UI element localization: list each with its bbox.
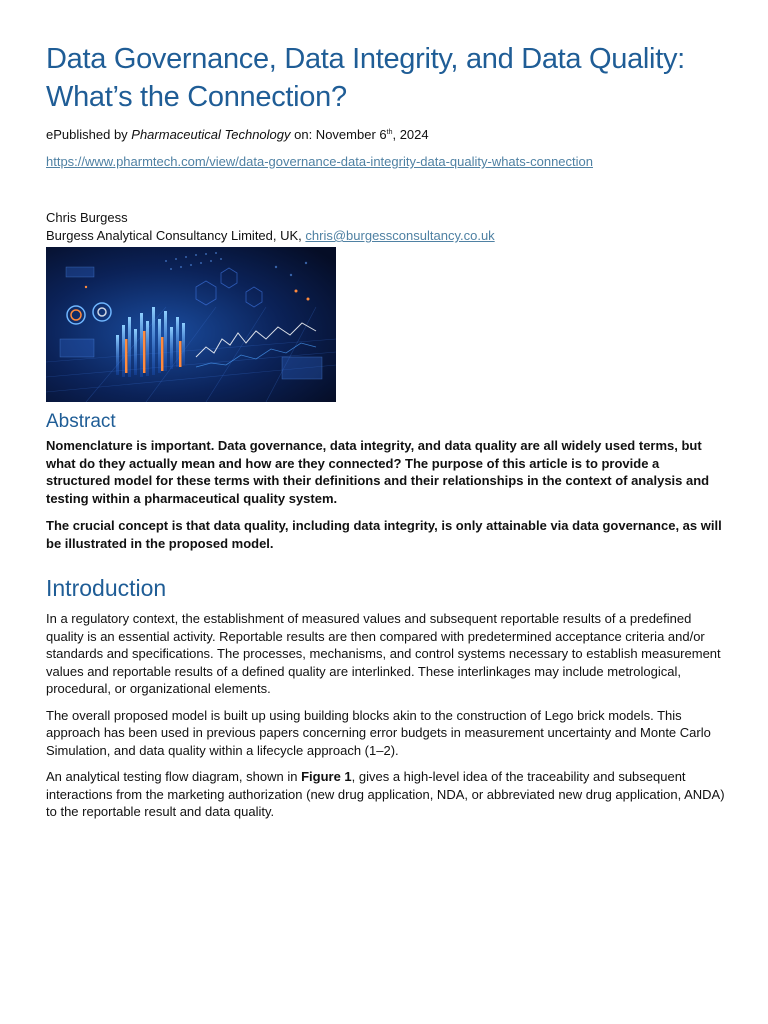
title-line-2: What’s the Connection?: [46, 81, 347, 113]
pub-date: on: November 6: [290, 127, 387, 142]
introduction-paragraph-3: [46, 768, 726, 821]
author-email-link[interactable]: chris@burgessconsultancy.co.uk: [305, 228, 495, 243]
author-block: [46, 209, 726, 245]
author-affiliation-line: [46, 227, 726, 245]
abstract-paragraph-2: The crucial concept is that data quality, including data integrity, is only attainable via data governance, as will be illustrated in the proposed model.: [46, 518, 722, 551]
intro-p3-before: An analytical testing flow diagram, shown in: [46, 769, 302, 784]
article-url-link[interactable]: https://www.pharmtech.com/view/data-governance-data-integrity-data-quality-whats-connection: [46, 154, 593, 169]
article-page: [46, 40, 726, 821]
data-dashboard-image: [46, 247, 336, 402]
figure-1-reference: Figure 1: [301, 769, 352, 784]
abstract-heading: Abstract: [46, 411, 116, 432]
author-name: Chris Burgess: [46, 210, 128, 225]
publisher-name: Pharmaceutical Technology: [131, 127, 291, 142]
abstract-paragraph-1: Nomenclature is important. Data governance, data integrity, and data quality are all widely used terms, but what do they actually mean and how are they connected? The purpose of this article is to provide a structured model for these terms with their definitions and their relationships in the context of analysis and testing within a pharmaceutical quality system.: [46, 438, 710, 506]
introduction-paragraph-1: In a regulatory context, the establishment of measured values and subsequent reportable results of a predefined quality is an essential activity. Reportable results are then compared with predetermined acceptance criteria and/or standards and specifications. The processes, mechanisms, and control systems necessary to establish measurement values and reportable results of a defined quality are interlinked. These interlinkages may include metrological, procedural, or organizational elements.: [46, 611, 721, 696]
pub-year: , 2024: [392, 127, 429, 142]
pub-day-suffix: th: [386, 129, 393, 136]
introduction-paragraph-2: The overall proposed model is built up using building blocks akin to the construction of Lego brick models. This approach has been used in previous papers concerning error budgets in measurement uncertainty and Monte Carlo Simulation, and data quality within a lifecycle approach (1–2).: [46, 707, 711, 758]
intro-p3-after: , gives a high-level idea of the traceability and subsequent interactions from the marketing authorization (new drug application, NDA, or abbreviated new drug application, ANDA) to the reportable result and data quality.: [46, 769, 725, 819]
pub-prefix: ePublished by: [46, 127, 132, 142]
introduction-heading: Introduction: [46, 575, 167, 601]
title-line-1: Data Governance, Data Integrity, and Data Quality:: [46, 43, 685, 75]
publication-line: [46, 125, 726, 143]
article-title: [46, 40, 726, 116]
author-affiliation: Burgess Analytical Consultancy Limited, UK,: [46, 228, 306, 243]
